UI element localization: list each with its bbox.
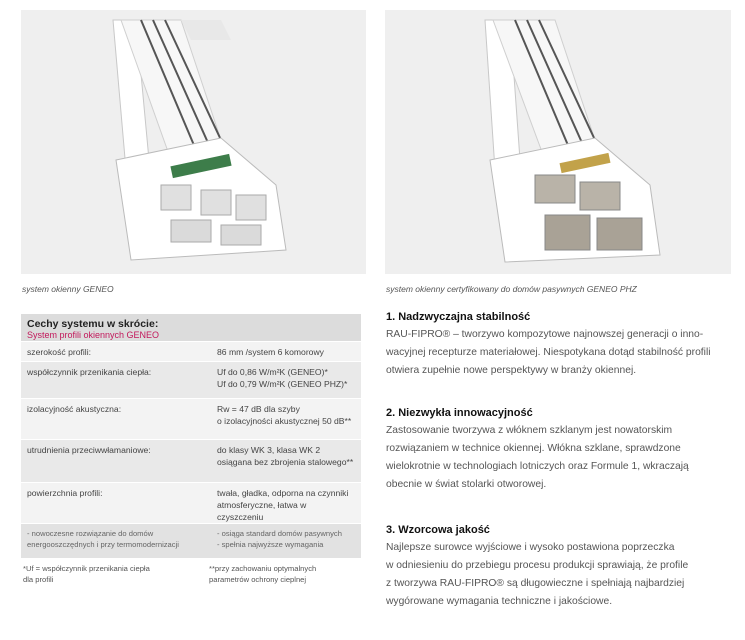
- body-line: RAU-FIPRO® – tworzywo kompozytowe najnowszej generacji o inno-: [386, 329, 704, 340]
- table-subtitle: System profili okiennych GENEO: [27, 330, 160, 340]
- table-features-row: [21, 523, 361, 558]
- row-value-line: Uf do 0,79 W/m²K (GENEO PHZ)*: [217, 379, 348, 389]
- caption-geneo-phz: system okienny certyfikowany do domów pasywnych GENEO PHZ: [386, 284, 637, 294]
- row-label: powierzchnia profili:: [27, 488, 103, 498]
- table-row: [21, 398, 361, 439]
- section-body: [386, 326, 736, 380]
- row-value: [211, 399, 361, 439]
- body-line: wacyjnej recepturze materiałowej. Niespotykana dotąd stabilność profili: [386, 347, 711, 358]
- table-row: [21, 341, 361, 361]
- section-title: 3. Wzorcowa jakość: [386, 524, 490, 536]
- footnote-line: *Uf = współczynnik przenikania ciepła: [23, 564, 150, 573]
- section-quality: [386, 523, 736, 611]
- row-value-line: o izolacyjności akustycznej 50 dB**: [217, 416, 352, 426]
- feature-line: energooszczędnych i przy termomodernizacji: [27, 540, 179, 549]
- product-photo-geneo: [21, 10, 366, 274]
- body-line: otwiera zupełnie nowe perspektywy w branży okiennej.: [386, 365, 637, 376]
- row-label: szerokość profili:: [27, 347, 91, 357]
- section-body: [386, 422, 736, 494]
- section-title: 1. Nadzwyczajna stabilność: [386, 311, 531, 323]
- body-line: z tworzywa RAU-FIPRO® są długowieczne i spełniają najbardziej: [386, 578, 685, 589]
- row-value-line: osiągana bez zbrojenia stalowego**: [217, 457, 354, 467]
- row-label: utrudnienia przeciwwłamaniowe:: [27, 445, 151, 455]
- footnote-line: parametrów ochrony cieplnej: [209, 575, 307, 584]
- footnote-left: [21, 560, 209, 588]
- body-line: wielokrotnie w technologiach lotniczych oraz Formule 1, wkraczają: [386, 461, 689, 472]
- section-stability: [386, 310, 736, 380]
- feature-line: - osiąga standard domów pasywnych: [217, 529, 342, 538]
- footnote-right: [209, 560, 361, 588]
- footnote-line: **przy zachowaniu optymalnych: [209, 564, 317, 573]
- features-right: [211, 524, 361, 558]
- product-photo-geneo-phz: [385, 10, 731, 274]
- body-line: rozwiązaniem w technice okiennej. Włókna szklane, sprawdzone: [386, 443, 681, 454]
- row-label: współczynnik przenikania ciepła:: [27, 367, 152, 377]
- feature-line: - spełnia najwyższe wymagania: [217, 540, 324, 549]
- section-body: [386, 539, 736, 611]
- table-title: Cechy systemu w skrócie:: [27, 318, 159, 330]
- body-line: Najlepsze surowce wyjściowe i wysoko postawiona poprzeczka: [386, 542, 675, 553]
- feature-line: - nowoczesne rozwiązanie do domów: [27, 529, 154, 538]
- row-value: [211, 362, 361, 398]
- body-line: Zastosowanie tworzywa z włóknem szklanym jest nowatorskim: [386, 425, 673, 436]
- section-title: 2. Niezwykła innowacyjność: [386, 407, 533, 419]
- table-footnotes: [21, 560, 361, 588]
- footnote-line: dla profili: [23, 575, 54, 584]
- row-value: [211, 440, 361, 482]
- row-label: izolacyjność akustyczna:: [27, 404, 122, 414]
- row-value: [211, 483, 361, 523]
- row-value: 86 mm /system 6 komorowy: [217, 347, 324, 357]
- caption-geneo: system okienny GENEO: [22, 284, 114, 294]
- body-line: wygórowane wymagania techniczne i jakościowe.: [386, 596, 613, 607]
- table-row: [21, 482, 361, 523]
- body-line: w odniesieniu do przebiegu procesu produkcji sprawiają, że profile: [386, 560, 689, 571]
- row-value-line: Uf do 0,86 W/m²K (GENEO)*: [217, 367, 328, 377]
- system-features-table: [21, 314, 361, 588]
- section-innovation: [386, 406, 736, 494]
- row-value-line: do klasy WK 3, klasa WK 2: [217, 445, 321, 455]
- table-header: [21, 314, 361, 341]
- features-left: [21, 524, 211, 558]
- row-value-line: Rw = 47 dB dla szyby: [217, 404, 300, 414]
- table-row: [21, 439, 361, 482]
- row-value-line: atmosferyczne, łatwa w czyszczeniu: [217, 500, 307, 522]
- body-line: obecnie w świat stolarki otworowej.: [386, 479, 547, 490]
- table-row: [21, 361, 361, 398]
- row-value-line: twała, gładka, odporna na czynniki: [217, 488, 349, 498]
